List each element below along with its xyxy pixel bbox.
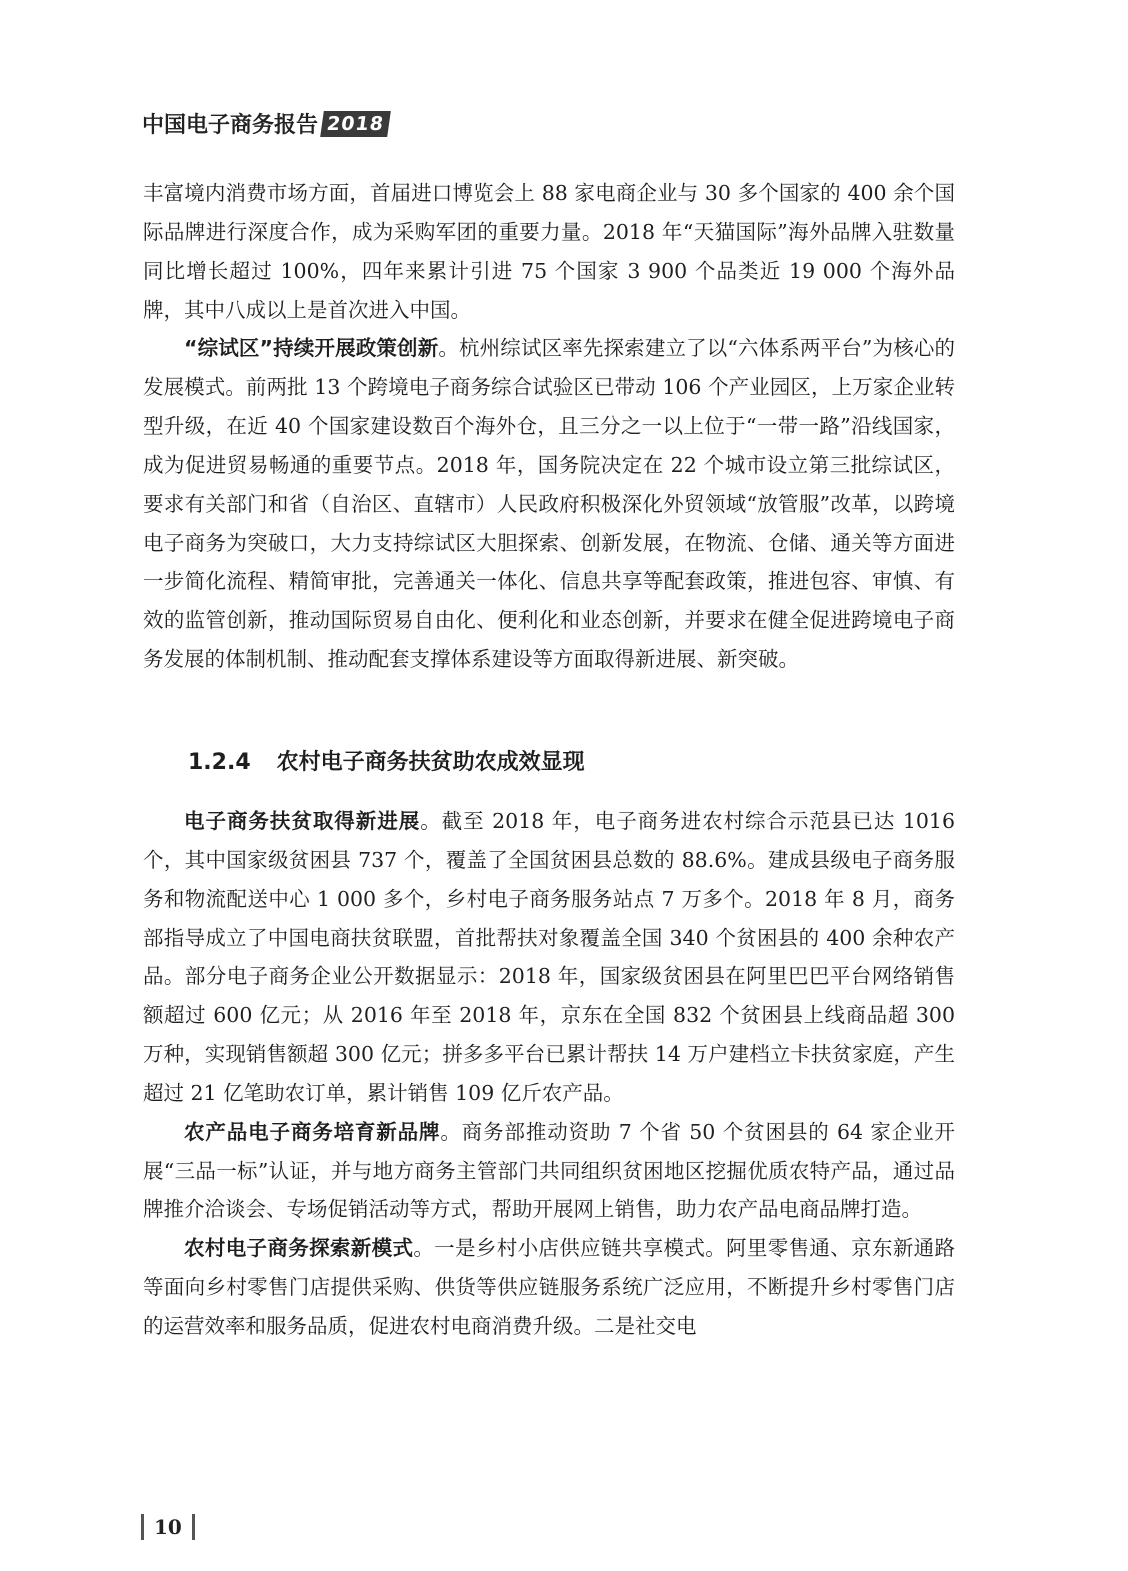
paragraph-text: 。一是乡村小店供应链共享模式。阿里零售通、京东新通路等面向乡村零售门店提供采购、供货等供应链服务系统广泛应用，不断提升乡村零售门店的运营效率和服务品质，促进农村电商消费升级。二是社交电 (143, 1236, 956, 1338)
body-text-top (143, 174, 955, 679)
footer-divider (141, 1514, 144, 1540)
paragraph-lead: 农产品电子商务培育新品牌 (184, 1119, 441, 1144)
paragraph-lead: “综试区”持续开展政策创新 (184, 336, 439, 361)
section-number: 1.2.4 (188, 750, 251, 775)
book-year-badge: 2018 (320, 111, 391, 137)
book-title: 中国电子商务报告 (142, 113, 319, 138)
paragraph (143, 1229, 955, 1346)
paragraph (143, 1113, 955, 1230)
footer-divider (192, 1514, 195, 1540)
section-heading (188, 743, 585, 783)
page-footer (141, 1512, 195, 1542)
running-header (142, 108, 389, 139)
paragraph-text: 。截至 2018 年，电子商务进农村综合示范县已达 1016 个，其中国家级贫困县 737 个，覆盖了全国贫困县总数的 88.6%。建成县级电子商务服务和物流配送中心 1 000 多个，乡村电子商务服务站点 7 万多个。2018 年 8 月，商务部指导成立了中国电商扶贫联盟，首批帮扶对象覆盖全国 340 个贫困县的 400 余种农产品。部分电子商务企业公开数据显示：2018 年，国家级贫困县在阿里巴巴平台网络销售额超过 600 亿元；从 2016 年至 2018 年，京东在全国 832 个贫困县上线商品超 300 万种，实现销售额超 300 亿元；拼多多平台已累计帮扶 14 万户建档立卡扶贫家庭，产生超过 21 亿笔助农订单，累计销售 109 亿斤农产品。 (143, 809, 955, 1105)
paragraph-text: 丰富境内消费市场方面，首届进口博览会上 88 家电商企业与 30 多个国家的 400 余个国际品牌进行深度合作，成为采购军团的重要力量。2018 年“天猫国际”海外品牌入驻数量同比增长超过 100%，四年来累计引进 75 个国家 3 900 个品类近 19 000 个海外品牌，其中八成以上是首次进入中国。 (143, 181, 955, 322)
paragraph (143, 329, 955, 679)
paragraph-text: 。商务部推动资助 7 个省 50 个贫困县的 64 家企业开展“三品一标”认证，并与地方商务主管部门共同组织贫困地区挖掘优质农特产品，通过品牌推介洽谈会、专场促销活动等方式，帮助开展网上销售，助力农产品电商品牌打造。 (143, 1119, 956, 1222)
paragraph (143, 802, 955, 1113)
paragraph (143, 174, 955, 329)
paragraph-lead: 电子商务扶贫取得新进展 (184, 809, 421, 833)
paragraph-lead: 农村电子商务探索新模式 (184, 1236, 414, 1261)
paragraph-text: 。杭州综试区率先探索建立了以“六体系两平台”为核心的发展模式。前两批 13 个跨境电子商务综合试验区已带动 106 个产业园区，上万家企业转型升级，在近 40 个国家建设数百个海外仓，且三分之一以上位于“一带一路”沿线国家，成为促进贸易畅通的重要节点。2018 年，国务院决定在 22 个城市设立第三批综试区，要求有关部门和省（自治区、直辖市）人民政府积极深化外贸领域“放管服”改革，以跨境电子商务为突破口，大力支持综试区大胆探索、创新发展，在物流、仓储、通关等方面进一步简化流程、精简审批，完善通关一体化、信息共享等配套政策，推进包容、审慎、有效的监管创新，推动国际贸易自由化、便利化和业态创新，并要求在健全促进跨境电子商务发展的体制机制、推动配套支撑体系建设等方面取得新进展、新突破。 (143, 336, 955, 672)
page-number: 10 (154, 1515, 182, 1539)
body-text-bottom (143, 802, 955, 1346)
section-title: 农村电子商务扶贫助农成效显现 (276, 750, 585, 775)
